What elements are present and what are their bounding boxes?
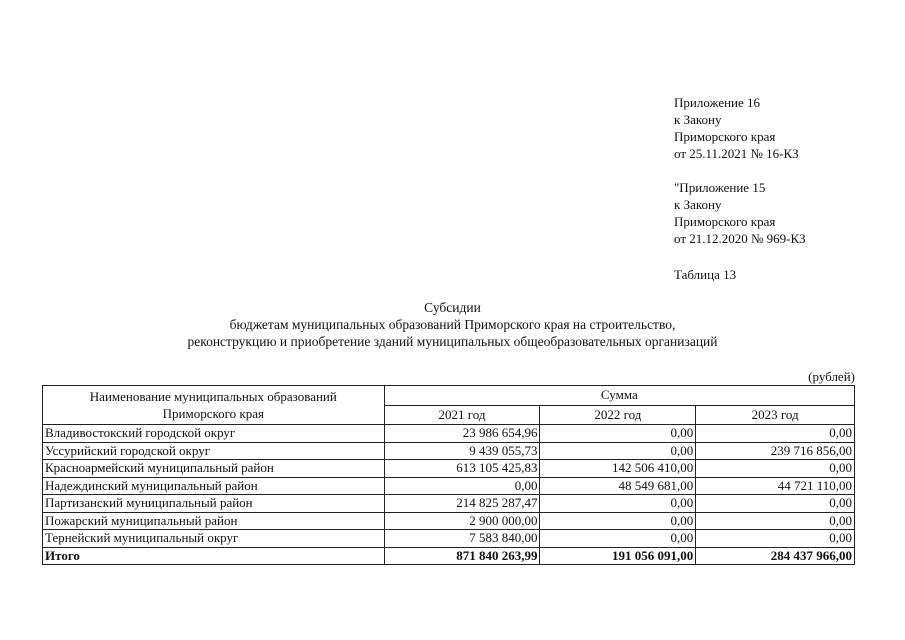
column-header-name-text: Наименование муниципальных образований Приморского края	[89, 389, 337, 421]
subsidy-table	[42, 385, 855, 565]
total-label: Итого	[43, 547, 385, 565]
total-row	[43, 547, 855, 565]
title-line: реконструкцию и приобретение зданий муниципальных общеобразовательных организаций	[187, 334, 718, 349]
amount-2022: 0,00	[540, 442, 696, 460]
appendix-line: от 25.11.2021 № 16-КЗ	[674, 146, 799, 161]
amount-2022: 142 506 410,00	[540, 460, 696, 478]
municipality-name: Красноармейский муниципальный район	[43, 460, 385, 478]
amount-2021: 2 900 000,00	[384, 512, 540, 530]
table-number: Таблица 13	[674, 267, 737, 282]
municipality-name: Пожарский муниципальный район	[43, 512, 385, 530]
amount-2021: 613 105 425,83	[384, 460, 540, 478]
appendix-line: "Приложение 15	[674, 180, 766, 195]
column-header-2023: 2023 год	[696, 405, 855, 425]
appendix-line: к Закону	[674, 112, 722, 127]
table-row	[43, 425, 855, 443]
column-header-2021: 2021 год	[384, 405, 540, 425]
amount-2021: 7 583 840,00	[384, 530, 540, 548]
appendix-line: Приморского края	[674, 129, 776, 144]
amount-2022: 0,00	[540, 425, 696, 443]
column-header-2022: 2022 год	[540, 405, 696, 425]
table-row	[43, 442, 855, 460]
municipality-name: Владивостокский городской округ	[43, 425, 385, 443]
table-row	[43, 495, 855, 513]
amount-2023: 0,00	[696, 495, 855, 513]
table-row	[43, 460, 855, 478]
municipality-name: Надеждинский муниципальный район	[43, 477, 385, 495]
amount-2023: 0,00	[696, 425, 855, 443]
amount-2021: 0,00	[384, 477, 540, 495]
amount-2023: 239 716 856,00	[696, 442, 855, 460]
column-header-name	[43, 386, 385, 425]
document-title	[0, 299, 905, 350]
amount-2023: 44 721 110,00	[696, 477, 855, 495]
title-line: Субсидии	[424, 300, 481, 315]
total-2023: 284 437 966,00	[696, 547, 855, 565]
title-line: бюджетам муниципальных образований Приморского края на строительство,	[229, 317, 676, 332]
appendix-line: Приложение 16	[674, 95, 761, 110]
appendix-line: к Закону	[674, 197, 722, 212]
amount-2022: 0,00	[540, 495, 696, 513]
table-row	[43, 477, 855, 495]
municipality-name: Уссурийский городской округ	[43, 442, 385, 460]
amount-2022: 0,00	[540, 512, 696, 530]
amount-2022: 48 549 681,00	[540, 477, 696, 495]
total-2022: 191 056 091,00	[540, 547, 696, 565]
previous-appendix-header	[674, 179, 806, 247]
appendix-header	[674, 94, 799, 162]
amount-2022: 0,00	[540, 530, 696, 548]
table-row	[43, 512, 855, 530]
column-header-sum: Сумма	[384, 386, 854, 406]
unit-label: (рублей)	[808, 369, 855, 384]
appendix-line: Приморского края	[674, 214, 776, 229]
amount-2021: 23 986 654,96	[384, 425, 540, 443]
appendix-line: от 21.12.2020 № 969-КЗ	[674, 231, 806, 246]
amount-2023: 0,00	[696, 460, 855, 478]
amount-2021: 214 825 287,47	[384, 495, 540, 513]
amount-2021: 9 439 055,73	[384, 442, 540, 460]
amount-2023: 0,00	[696, 512, 855, 530]
municipality-name: Тернейский муниципальный округ	[43, 530, 385, 548]
amount-2023: 0,00	[696, 530, 855, 548]
total-2021: 871 840 263,99	[384, 547, 540, 565]
municipality-name: Партизанский муниципальный район	[43, 495, 385, 513]
table-row	[43, 530, 855, 548]
